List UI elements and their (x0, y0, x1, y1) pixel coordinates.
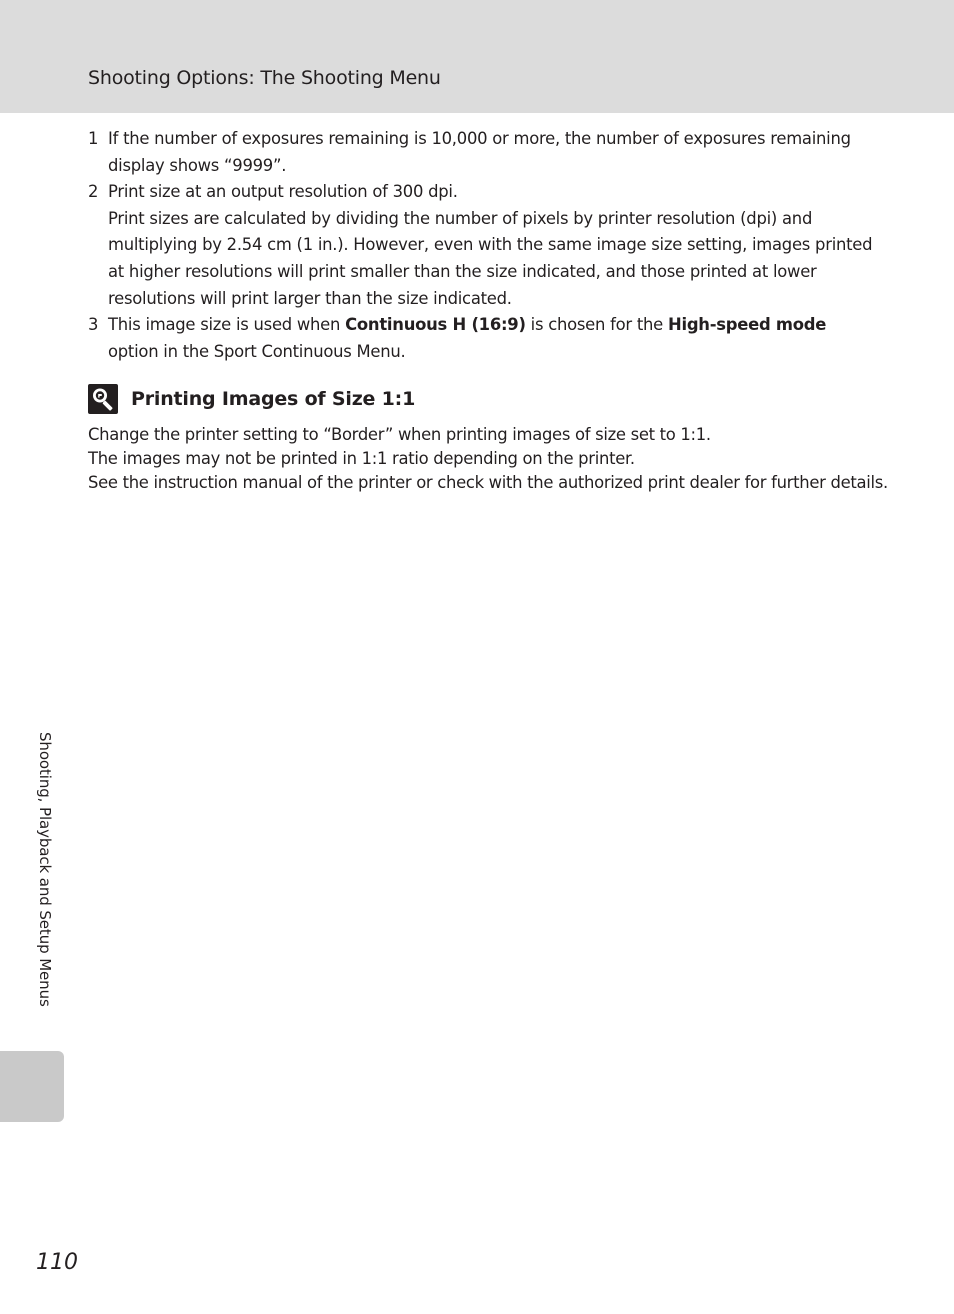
option-name-continuous-h: Continuous H (16:9) (345, 315, 526, 335)
tip-body (88, 423, 888, 495)
footnote-3 (88, 312, 878, 365)
page-number: 110 (36, 1250, 78, 1275)
tip-line: The images may not be printed in 1:1 ratio depending on the printer. (88, 449, 635, 468)
tip-line: See the instruction manual of the printer or check with the authorized print dealer for further details. (88, 473, 888, 492)
footnote-text: If the number of exposures remaining is 10,000 or more, the number of exposures remaining display shows “9999”. (108, 129, 851, 175)
page-header-title: Shooting Options: The Shooting Menu (88, 67, 441, 89)
footnote-2 (88, 179, 878, 312)
header-band (0, 0, 954, 113)
tip-magnifier-icon (88, 384, 118, 414)
footnote-text-part: This image size is used when (108, 315, 346, 335)
tip-line: Change the printer setting to “Border” when printing images of size set to 1:1. (88, 425, 711, 444)
footnote-detail: Print sizes are calculated by dividing the number of pixels by printer resolution (dpi) and multiplying by 2.54 cm (1 in.). However, even with the same image size setting, images printed at higher resolutions will print smaller than the size indicated, and those printed at lower resolutions will print larger than the size indicated. (108, 208, 873, 308)
footnote-text-part: option in the Sport Continuous Menu. (108, 341, 406, 361)
footnote-text (108, 315, 826, 361)
footnote-number: 2 (88, 182, 99, 202)
footnote-text-part: is chosen for the (525, 315, 668, 335)
tip-heading (88, 383, 415, 415)
footnote-text: Print size at an output resolution of 300 dpi. (108, 182, 458, 202)
footnote-number: 3 (88, 315, 99, 335)
section-tab-marker (0, 1051, 64, 1122)
footnote-number: 1 (88, 129, 99, 148)
tip-title: Printing Images of Size 1:1 (131, 388, 416, 410)
footnotes (88, 126, 878, 365)
section-side-label: Shooting, Playback and Setup Menus (36, 732, 54, 1007)
footnote-1 (88, 126, 878, 179)
option-name-high-speed-mode: High-speed mode (667, 315, 827, 335)
